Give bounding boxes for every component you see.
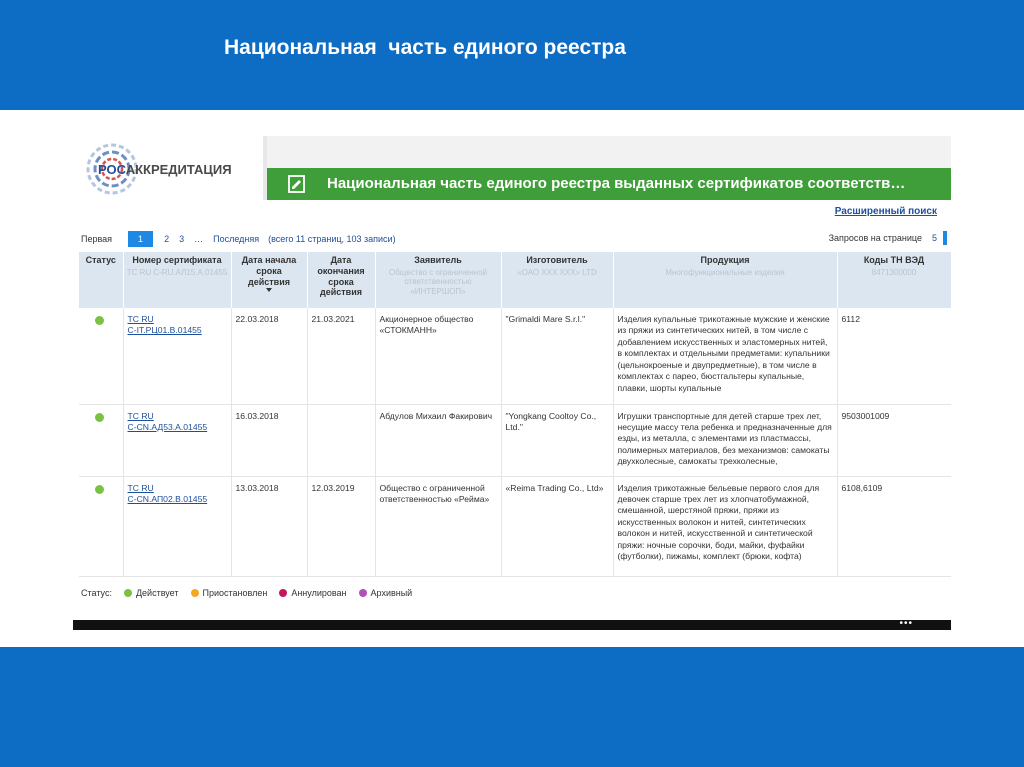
legend-label: Статус: bbox=[81, 588, 112, 598]
col-applicant[interactable] bbox=[375, 252, 501, 308]
cell-date-start: 16.03.2018 bbox=[231, 404, 307, 476]
table-header-row bbox=[79, 252, 951, 308]
col-date-start-label: Дата начала срока действия bbox=[241, 255, 297, 287]
status-active-icon bbox=[95, 485, 104, 494]
bottom-band bbox=[0, 647, 1024, 767]
legend-item-suspended bbox=[191, 588, 268, 598]
status-active-dot-icon bbox=[124, 589, 132, 597]
cell-cert[interactable] bbox=[123, 308, 231, 404]
legend-item-label: Приостановлен bbox=[202, 588, 268, 598]
cell-date-end bbox=[307, 404, 375, 476]
per-page-control bbox=[829, 231, 947, 245]
legend-item-archived bbox=[359, 588, 413, 598]
col-cert-number-ghost: ТС RU С-RU.АЛ15.А.01455 bbox=[126, 267, 228, 277]
cell-manufacturer: "Yongkang Cooltoy Co., Ltd." bbox=[501, 404, 613, 476]
col-applicant-label: Заявитель bbox=[414, 255, 462, 265]
col-codes[interactable] bbox=[837, 252, 951, 308]
cell-products: Изделия купальные трикотажные мужские и женские из пряжи из синтетических нитей, в том числе с добавлением искусственных и эластомерных нитей, в комплектах и отдельными предметами: купальники (цельнокроеные и двупредметные), в том числе в комплектах с парео, бюстгальтеры купальные, плавки, шорты купальные bbox=[613, 308, 837, 404]
pagination bbox=[81, 231, 396, 247]
pager-last[interactable]: Последняя bbox=[213, 234, 260, 244]
cert-link-line2[interactable]: C-IT.РЦ01.В.01455 bbox=[127, 325, 202, 336]
col-date-end[interactable]: Дата окончания срока действия bbox=[307, 252, 375, 308]
cell-applicant: Абдулов Михаил Факирович bbox=[375, 404, 501, 476]
legend-item-label: Архивный bbox=[370, 588, 413, 598]
cell-products: Игрушки транспортные для детей старше трех лет, несущие массу тела ребенка и предназначенные для езды, из металла, с элементами из пластмассы, полимерных материалов, без механизмов: самокаты двухколесные, самокаты трехколесные, bbox=[613, 404, 837, 476]
cert-link-line1[interactable]: TC RU bbox=[127, 314, 154, 324]
cell-date-start: 13.03.2018 bbox=[231, 476, 307, 576]
cell-cert[interactable] bbox=[123, 404, 231, 476]
col-date-start[interactable] bbox=[231, 252, 307, 308]
pager-ellipsis[interactable]: … bbox=[194, 234, 204, 244]
legend-item-annulled bbox=[279, 588, 346, 598]
legend-item-label: Аннулирован bbox=[291, 588, 347, 598]
status-archived-dot-icon bbox=[359, 589, 367, 597]
cell-manufacturer: "Grimaldi Mare S.r.l." bbox=[501, 308, 613, 404]
cell-date-start: 22.03.2018 bbox=[231, 308, 307, 404]
bottom-bar bbox=[73, 620, 951, 630]
edit-document-icon bbox=[287, 174, 307, 194]
legend-item-active bbox=[124, 588, 179, 598]
col-applicant-ghost: Общество с ограниченной ответственностью «ИНТЕРШОП» bbox=[389, 267, 487, 296]
pager-first[interactable]: Первая bbox=[81, 234, 113, 244]
col-products-label: Продукция bbox=[700, 255, 750, 265]
col-manufacturer[interactable] bbox=[501, 252, 613, 308]
col-products-ghost: Многофункциональные изделия bbox=[665, 267, 785, 277]
cert-link-line1[interactable]: TC RU bbox=[127, 410, 154, 421]
logo-rest: АККРЕДИТАЦИЯ bbox=[125, 162, 232, 177]
cell-applicant: Общество с ограниченной ответственностью «Рейма» bbox=[375, 476, 501, 576]
cell-cert[interactable] bbox=[123, 476, 231, 576]
table-row[interactable] bbox=[79, 308, 951, 404]
legend-item-label: Действует bbox=[135, 588, 179, 598]
col-codes-ghost: 8471300000 bbox=[871, 267, 917, 277]
table-row[interactable] bbox=[79, 476, 951, 576]
rosaccreditation-logo[interactable] bbox=[73, 136, 263, 200]
per-page-label: Запросов на странице bbox=[828, 233, 922, 243]
pager-page-3[interactable]: 3 bbox=[179, 234, 185, 244]
cell-status bbox=[79, 308, 123, 404]
cert-link-line2[interactable]: C-CN.АД53.А.01455 bbox=[127, 421, 208, 432]
cell-products: Изделия трикотажные бельевые первого слоя для девочек старше трех лет из хлопчатобумажной, смешанной, шерстяной пряжи, пряжи из искусственных волокон и нитей, синтетических волокон и нитей, искусственной и синтетической пряжи: ночные сорочки, боди, майки, фуфайки (футболки), пижамы, комплект (брюки, кофта) bbox=[613, 476, 837, 576]
cell-codes: 6112 bbox=[837, 308, 951, 404]
cell-manufacturer: «Reima Trading Co., Ltd» bbox=[501, 476, 613, 576]
col-manufacturer-label: Изготовитель bbox=[526, 255, 588, 265]
cell-date-end: 12.03.2019 bbox=[307, 476, 375, 576]
cell-codes: 9503001009 bbox=[837, 404, 951, 476]
page-title: Национальная часть единого реестра выданных сертификатов соответств… bbox=[327, 175, 906, 192]
cell-date-end: 21.03.2021 bbox=[307, 308, 375, 404]
more-dots-icon[interactable]: ••• bbox=[899, 618, 913, 629]
certificates-table bbox=[79, 252, 951, 577]
col-codes-label: Коды ТН ВЭД bbox=[863, 255, 925, 265]
col-cert-number-label: Номер сертификата bbox=[132, 255, 222, 265]
logo-ros: РОС bbox=[98, 162, 126, 177]
table-row[interactable] bbox=[79, 404, 951, 476]
pager-page-1[interactable]: 1 bbox=[128, 231, 153, 247]
status-active-icon bbox=[95, 316, 104, 325]
advanced-search-link[interactable]: Расширенный поиск bbox=[834, 206, 937, 217]
logo-text bbox=[98, 162, 232, 177]
cell-codes: 6108,6109 bbox=[837, 476, 951, 576]
status-suspended-dot-icon bbox=[191, 589, 199, 597]
col-manufacturer-ghost: «ОАО ХХХ ХХХ» LTD bbox=[517, 267, 597, 277]
status-active-icon bbox=[95, 413, 104, 422]
status-annulled-dot-icon bbox=[279, 589, 287, 597]
slide-title: Национальная часть единого реестра bbox=[224, 36, 626, 59]
registry-screenshot bbox=[73, 136, 951, 630]
header-strip bbox=[267, 136, 951, 168]
pager-info: (всего 11 страниц, 103 записи) bbox=[268, 234, 396, 244]
cell-status bbox=[79, 476, 123, 576]
col-products[interactable] bbox=[613, 252, 837, 308]
pager-page-2[interactable]: 2 bbox=[164, 234, 170, 244]
sort-down-icon[interactable] bbox=[266, 288, 272, 292]
page-title-bar bbox=[267, 168, 951, 200]
col-cert-number[interactable] bbox=[123, 252, 231, 308]
cert-link-line1[interactable]: TC RU bbox=[127, 482, 154, 493]
cell-applicant: Акционерное общество «СТОКМАНН» bbox=[375, 308, 501, 404]
status-legend bbox=[81, 588, 412, 598]
cert-link-line2[interactable]: C-CN.АП02.В.01455 bbox=[127, 493, 208, 504]
col-status[interactable]: Статус bbox=[79, 252, 123, 308]
cell-status bbox=[79, 404, 123, 476]
per-page-value[interactable]: 5 bbox=[931, 233, 937, 243]
per-page-dropdown[interactable] bbox=[943, 231, 947, 245]
